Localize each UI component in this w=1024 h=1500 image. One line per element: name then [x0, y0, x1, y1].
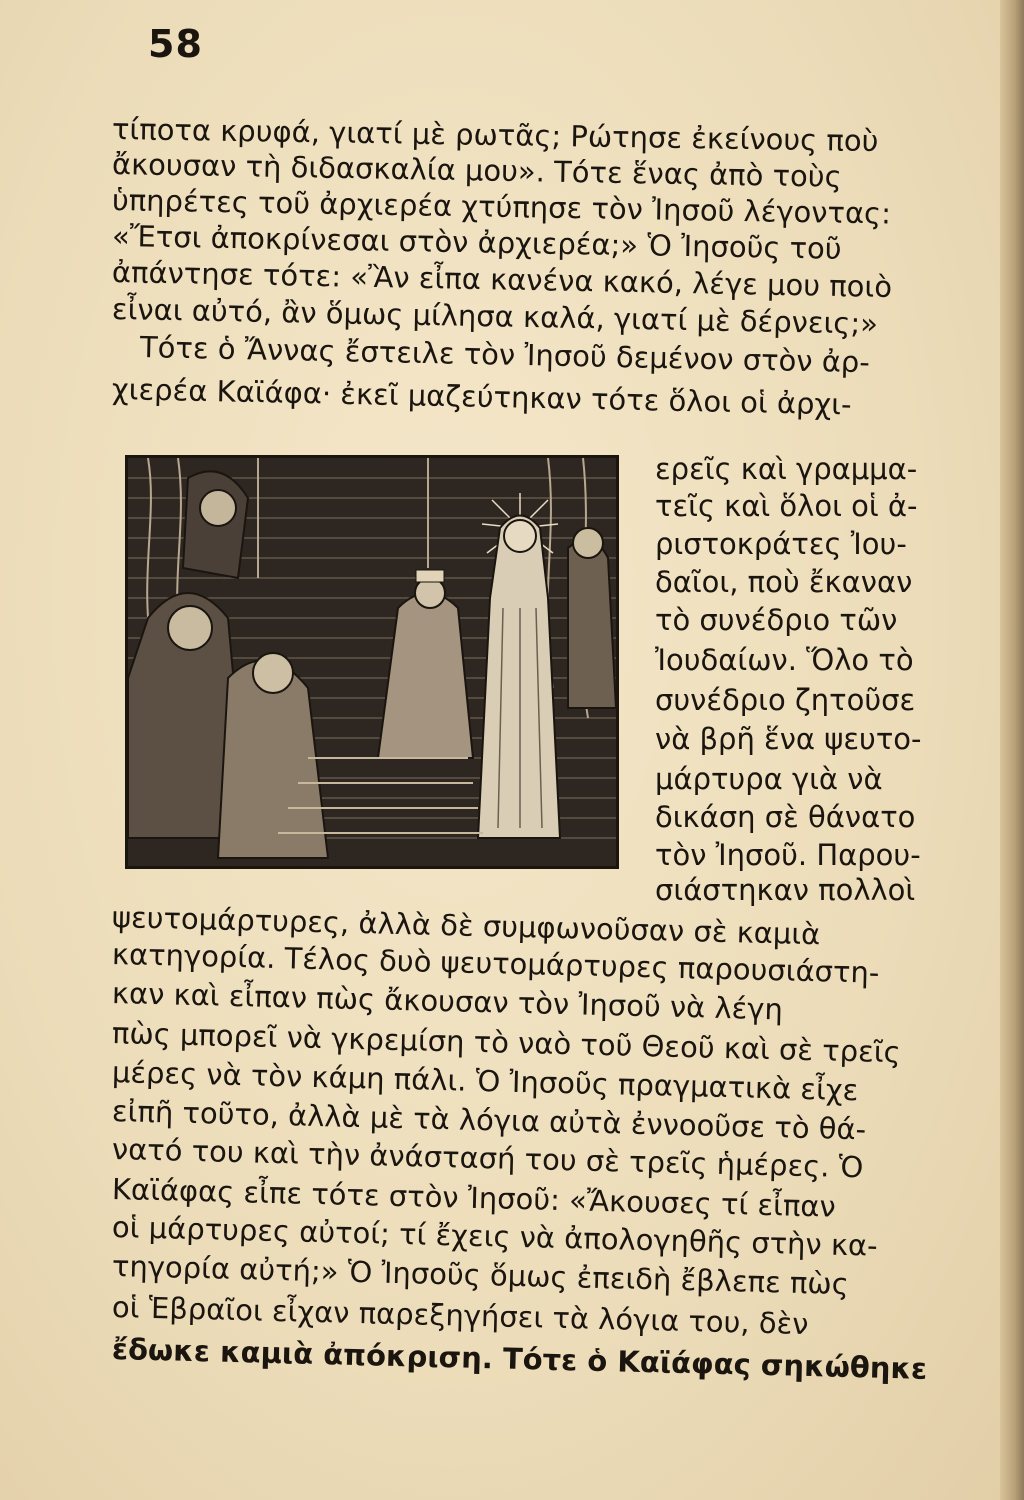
text-line: πὼς μπορεῖ νὰ γκρεμίση τὸ ναὸ τοῦ Θεοῦ καὶ σὲ τρεῖς [111, 1016, 902, 1070]
text-line: οἱ μάρτυρες αὐτοί; τί ἔχεις νὰ ἀπολογηθῆς στὴν κα- [111, 1210, 879, 1263]
text-line: νατό του καὶ τὴν ἀνάστασή του σὲ τρεῖς ἡμέρες. Ὁ [111, 1132, 864, 1185]
text-line: τὸν Ἰησοῦ. Παρου- [655, 838, 921, 872]
text-line: ψευτομάρτυρες, ἀλλὰ δὲ συμφωνοῦσαν σὲ καμιὰ [111, 900, 821, 952]
text-line: «Ἔτσι ἀποκρίνεσαι στὸν ἀρχιερέα;» Ὁ Ἰησοῦς τοῦ [111, 219, 842, 266]
text-line: Ἰουδαίων. Ὅλο τὸ [655, 643, 914, 677]
text-line: εἶναι αὐτό, ἂν ὅμως μίλησα καλά, γιατί μὲ δέρνεις;» [111, 292, 879, 341]
page-number: 58 [148, 22, 203, 66]
text-line: μέρες νὰ τὸν κάμη πάλι. Ὁ Ἰησοῦς πραγματικὰ εἶχε [111, 1055, 859, 1108]
text-line: καν καὶ εἶπαν πὼς ἄκουσαν τὸν Ἰησοῦ νὰ λέγη [111, 976, 784, 1027]
book-spine [1000, 0, 1024, 1500]
text-line: κατηγορία. Τέλος δυὸ ψευτομάρτυρες παρουσιάστη- [111, 937, 880, 990]
text-line: οἱ Ἑβραῖοι εἶχαν παρεξηγήσει τὰ λόγια του, δὲν [111, 1290, 809, 1342]
text-line: τηγορία αὐτή;» Ὁ Ἰησοῦς ὅμως ἐπειδὴ ἔβλεπε πὼς [111, 1249, 850, 1301]
text-line: τίποτα κρυφά, γιατί μὲ ρωτᾶς; Ρώτησε ἐκείνους ποὺ [111, 112, 879, 159]
text-line: ἔδωκε καμιὰ ἀπόκριση. Τότε ὁ Καϊάφας σηκώθηκε [111, 1332, 928, 1386]
text-line: σιάστηκαν πολλοὶ [655, 873, 916, 907]
text-line-content: ερεῖς καὶ γραμμα- [655, 452, 918, 486]
text-line: χιερέα Καϊάφα· ἐκεῖ μαζεύτηκαν τότε ὅλοι οἱ ἀρχι- [111, 372, 852, 422]
text-line: τεῖς καὶ ὅλοι οἱ ἀ- [655, 489, 918, 523]
text-line: δαῖοι, ποὺ ἔκαναν [655, 565, 913, 599]
text-line: ριστοκράτες Ἰου- [655, 527, 907, 561]
woodcut-illustration [125, 455, 619, 869]
text-line: μάρτυρα γιὰ νὰ [655, 762, 883, 796]
text-line: Καϊάφας εἶπε τότε στὸν Ἰησοῦ: «Ἄκουσες τί εἶπαν [111, 1172, 837, 1224]
text-line [655, 452, 975, 486]
text-line: Τότε ὁ Ἄννας ἔστειλε τὸν Ἰησοῦ δεμένον στὸν ἀρ- [139, 330, 871, 380]
text-line: νὰ βρῆ ἕνα ψευτο- [655, 722, 922, 756]
text-line: ὑπηρέτες τοῦ ἀρχιερέα χτύπησε τὸν Ἰησοῦ λέγοντας: [111, 183, 892, 231]
text-line: εἰπῆ τοῦτο, ἀλλὰ μὲ τὰ λόγια αὐτὰ ἐννοοῦσε τὸ θά- [111, 1094, 867, 1147]
text-line: ἀπάντησε τότε: «Ἂν εἶπα κανένα κακό, λέγε μου ποιὸ [111, 255, 893, 304]
text-line: ἄκουσαν τὴ διδασκαλία μου». Τότε ἕνας ἀπὸ τοὺς [111, 147, 842, 194]
text-line: τὸ συνέδριο τῶν [655, 603, 898, 637]
text-line: δικάση σὲ θάνατο [655, 800, 916, 834]
text-line: συνέδριο ζητοῦσε [655, 683, 916, 717]
